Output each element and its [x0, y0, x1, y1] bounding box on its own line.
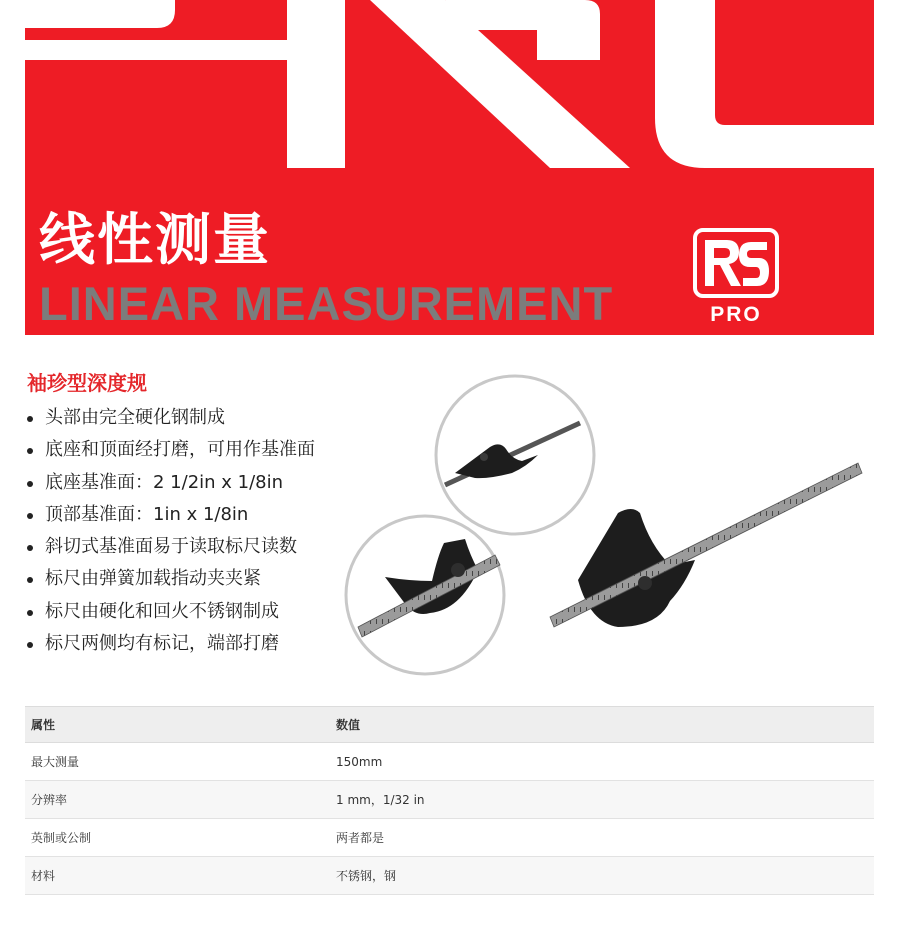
table-header-row — [25, 707, 874, 743]
spec-value: 150mm — [330, 743, 874, 781]
feature-item: 斜切式基准面易于读取标尺读数 — [27, 531, 315, 563]
spec-attribute: 材料 — [25, 857, 330, 895]
spec-value: 不锈钢，钢 — [330, 857, 874, 895]
spec-attribute: 英制或公制 — [25, 819, 330, 857]
hero-banner — [25, 0, 874, 335]
feature-item: 底座和顶面经打磨，可用作基准面 — [27, 434, 315, 466]
product-title: 袖珍型深度规 — [27, 371, 147, 395]
rs-pro-logo-icon — [693, 228, 779, 298]
spec-value: 1 mm，1/32 in — [330, 781, 874, 819]
rs-pro-label: PRO — [710, 303, 762, 326]
column-header-attribute: 属性 — [25, 707, 330, 743]
feature-item: 标尺两侧均有标记，端部打磨 — [27, 628, 315, 660]
feature-item: 顶部基准面：1in x 1/8in — [27, 499, 315, 531]
table-row — [25, 781, 874, 819]
banner-title-english: LINEAR MEASUREMENT — [39, 277, 614, 330]
feature-item: 标尺由弹簧加载指动夹夹紧 — [27, 563, 315, 595]
table-row — [25, 857, 874, 895]
specification-table — [25, 706, 874, 895]
table-row — [25, 819, 874, 857]
feature-list — [27, 402, 315, 660]
feature-item: 标尺由硬化和回火不锈钢制成 — [27, 596, 315, 628]
spec-attribute: 分辨率 — [25, 781, 330, 819]
spec-value: 两者都是 — [330, 819, 874, 857]
spec-attribute: 最大测量 — [25, 743, 330, 781]
column-header-value: 数值 — [330, 707, 874, 743]
feature-item: 头部由完全硬化钢制成 — [27, 402, 315, 434]
table-row — [25, 743, 874, 781]
feature-item: 底座基准面：2 1/2in x 1/8in — [27, 467, 315, 499]
depth-gauge-photo-icon — [340, 355, 880, 685]
banner-title-chinese: 线性测量 — [39, 208, 271, 273]
